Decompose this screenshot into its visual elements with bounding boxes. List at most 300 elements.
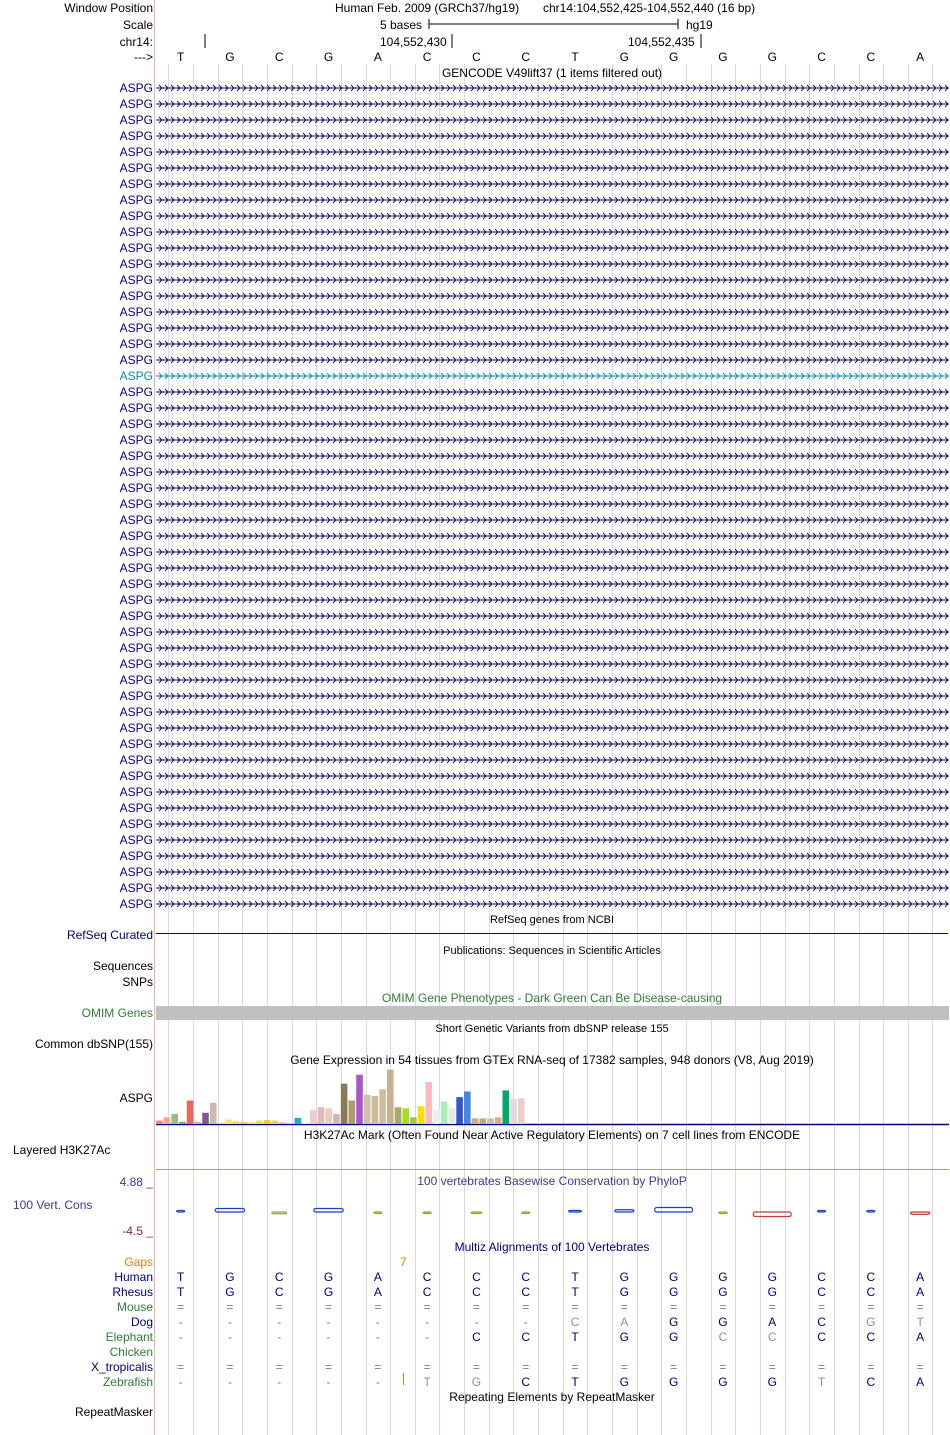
gencode-gene-label[interactable]: ASPG [119, 705, 153, 719]
gencode-transcript[interactable] [156, 323, 949, 333]
gencode-gene-label[interactable]: ASPG [119, 401, 153, 415]
reference-base: G [619, 50, 630, 64]
gencode-transcript[interactable] [156, 867, 949, 877]
multiz-species-label[interactable]: Dog [130, 1315, 153, 1329]
gencode-transcript[interactable] [156, 675, 949, 685]
gencode-transcript[interactable] [156, 659, 949, 669]
alignment-base: C [274, 1270, 284, 1284]
gtex-tissue-bar [248, 1122, 255, 1124]
gencode-transcript[interactable] [156, 579, 949, 589]
refseq-track-label[interactable]: RefSeq Curated [66, 928, 153, 942]
alignment-base: = [423, 1360, 431, 1374]
alignment-base: T [817, 1375, 826, 1389]
phylop-track-label[interactable]: 100 Vert. Cons [13, 1198, 93, 1212]
alignment-base: C [817, 1270, 826, 1284]
alignment-base: G [767, 1375, 777, 1389]
phylop-score-bar [818, 1211, 826, 1213]
gencode-transcript[interactable] [156, 627, 949, 637]
dbsnp-track-label[interactable]: Common dbSNP(155) [34, 1037, 153, 1051]
gencode-transcript[interactable] [156, 163, 949, 173]
gencode-transcript[interactable] [156, 451, 949, 461]
alignment-base: - [227, 1315, 232, 1329]
gencode-gene-label[interactable]: ASPG [119, 369, 153, 383]
alignment-base: T [571, 1375, 579, 1389]
scale-label: Scale [122, 18, 153, 32]
gencode-gene-label[interactable]: ASPG [119, 689, 153, 703]
alignment-base: - [326, 1330, 331, 1344]
gencode-transcript[interactable] [156, 435, 949, 445]
gencode-transcript[interactable] [156, 707, 949, 717]
alignment-base: G [668, 1375, 679, 1389]
phylop-score-bar [911, 1212, 930, 1214]
phylop-score-bar [615, 1210, 634, 1212]
gencode-gene-label[interactable]: ASPG [119, 513, 153, 527]
gtex-tissue-bar [272, 1121, 279, 1124]
gtex-tissue-bar [464, 1092, 471, 1124]
gencode-transcript[interactable] [156, 803, 949, 813]
gencode-transcript[interactable] [156, 851, 949, 861]
gencode-transcript[interactable] [156, 275, 949, 285]
gencode-track-title: GENCODE V49lift37 (1 items filtered out) [441, 66, 663, 80]
strand-label: ---> [134, 50, 153, 64]
alignment-base: = [670, 1360, 678, 1374]
alignment-base: = [867, 1300, 875, 1314]
assembly-text: Human Feb. 2009 (GRCh37/hg19) [335, 1, 520, 15]
publications-label-sequences[interactable]: Sequences [92, 959, 153, 973]
gencode-gene-label[interactable]: ASPG [119, 209, 153, 223]
gencode-gene-label[interactable]: ASPG [119, 449, 153, 463]
chrom-label: chr14: [119, 35, 153, 49]
gencode-gene-label[interactable]: ASPG [119, 641, 153, 655]
alignment-base: = [423, 1300, 431, 1314]
reference-base: C [274, 50, 284, 64]
phylop-score-bar [655, 1208, 693, 1213]
alignment-base: - [277, 1375, 282, 1389]
gencode-transcript[interactable] [156, 547, 949, 557]
phylop-min-label: -4.5 _ [122, 1224, 153, 1238]
gencode-transcript[interactable] [156, 131, 949, 141]
gencode-gene-label[interactable]: ASPG [119, 305, 153, 319]
gencode-transcript[interactable] [156, 819, 949, 829]
alignment-base: = [768, 1300, 776, 1314]
gencode-gene-label[interactable]: ASPG [119, 817, 153, 831]
gencode-transcript[interactable] [156, 883, 949, 893]
phylop-score-bar [522, 1212, 530, 1214]
alignment-base: C [274, 1285, 284, 1299]
gtex-track-label[interactable]: ASPG [119, 1091, 153, 1105]
alignment-base: A [768, 1315, 777, 1329]
gtex-tissue-bar [264, 1120, 271, 1124]
alignment-base: C [472, 1285, 481, 1299]
gtex-tissue-bar [333, 1114, 340, 1124]
ruler-coord-1: 104,552,430 [380, 35, 447, 49]
alignment-base: T [423, 1375, 431, 1389]
gencode-gene-label[interactable]: ASPG [119, 609, 153, 623]
alignment-base: G [718, 1315, 728, 1329]
alignment-base: G [619, 1330, 630, 1344]
gtex-tissue-bar [418, 1106, 425, 1124]
gencode-transcript[interactable] [156, 339, 949, 349]
gtex-expression-chart[interactable] [156, 1068, 949, 1126]
alignment-base: = [768, 1360, 776, 1374]
gencode-gene-label[interactable]: ASPG [119, 881, 153, 895]
alignment-base: = [177, 1360, 185, 1374]
reference-base: C [817, 50, 826, 64]
gtex-tissue-bar [225, 1120, 232, 1124]
alignment-base: C [521, 1270, 531, 1284]
gencode-gene-label[interactable]: ASPG [119, 337, 153, 351]
alignment-base: G [718, 1285, 728, 1299]
phylop-score-bar [867, 1211, 875, 1213]
multiz-species-label[interactable]: Mouse [116, 1300, 153, 1314]
alignment-base: - [277, 1330, 282, 1344]
gencode-transcript[interactable] [156, 483, 949, 493]
gencode-transcript[interactable] [156, 179, 949, 189]
gencode-gene-label[interactable]: ASPG [119, 321, 153, 335]
gencode-transcript[interactable] [156, 211, 949, 221]
alignment-base: G [323, 1285, 334, 1299]
gencode-gene-label[interactable]: ASPG [119, 433, 153, 447]
alignment-base: = [325, 1360, 333, 1374]
gencode-gene-label[interactable]: ASPG [119, 289, 153, 303]
repeatmasker-track-label[interactable]: RepeatMasker [74, 1405, 153, 1419]
gtex-tissue-bar [379, 1089, 386, 1124]
alignment-base: - [227, 1375, 232, 1389]
alignment-base: C [767, 1330, 777, 1344]
gtex-tissue-bar [156, 1121, 163, 1124]
gencode-transcript[interactable] [156, 563, 949, 573]
gencode-gene-label[interactable]: ASPG [119, 673, 153, 687]
gencode-gene-label[interactable]: ASPG [119, 417, 153, 431]
gencode-transcript[interactable] [156, 291, 949, 301]
phylop-score-bar [314, 1209, 343, 1213]
gencode-gene-label[interactable]: ASPG [119, 737, 153, 751]
gtex-tissue-bar [449, 1108, 456, 1124]
h3k27ac-track-title: H3K27Ac Mark (Often Found Near Active Regulatory Elements) on 7 cell lines from ENCODE [303, 1128, 801, 1142]
alignment-base: G [718, 1375, 728, 1389]
gtex-tissue-bar [287, 1123, 294, 1124]
gencode-transcript[interactable] [156, 835, 949, 845]
alignment-base: = [226, 1300, 234, 1314]
alignment-base: G [668, 1315, 679, 1329]
phylop-score-bar [471, 1212, 482, 1214]
gencode-gene-label[interactable]: ASPG [119, 753, 153, 767]
alignment-base: - [178, 1315, 183, 1329]
alignment-base: - [277, 1315, 282, 1329]
h3k27ac-track-label[interactable]: Layered H3K27Ac [13, 1143, 111, 1157]
gencode-transcript[interactable] [156, 355, 949, 365]
alignment-base: = [472, 1360, 480, 1374]
gencode-transcript[interactable] [156, 403, 949, 413]
gencode-gene-label[interactable]: ASPG [119, 833, 153, 847]
multiz-species-label[interactable]: Rhesus [112, 1285, 153, 1299]
gencode-transcript[interactable] [156, 723, 949, 733]
alignment-base: A [916, 1270, 925, 1284]
gencode-transcript[interactable] [156, 787, 949, 797]
gencode-transcript[interactable] [156, 771, 949, 781]
alignment-base: = [522, 1300, 530, 1314]
gencode-transcript[interactable] [156, 691, 949, 701]
alignment-base: - [474, 1315, 479, 1329]
gencode-transcript[interactable] [156, 259, 949, 269]
gencode-transcript[interactable] [156, 499, 949, 509]
gencode-transcript[interactable] [156, 755, 949, 765]
gencode-transcript[interactable] [156, 371, 949, 381]
alignment-base: - [425, 1315, 430, 1329]
gencode-transcript[interactable] [156, 419, 949, 429]
gencode-transcript[interactable] [156, 307, 949, 317]
gtex-tissue-bar [318, 1107, 325, 1124]
ruler-tick [450, 33, 454, 49]
gtex-track-title: Gene Expression in 54 tissues from GTEx RNA-seq of 17382 samples, 948 donors (V8, Aug 2019) [290, 1053, 814, 1067]
reference-base: A [916, 50, 925, 64]
phylop-track-title: 100 vertebrates Basewise Conservation by PhyloP [417, 1174, 687, 1188]
reference-base: A [373, 50, 382, 64]
gencode-transcript[interactable] [156, 387, 949, 397]
gencode-gene-label[interactable]: ASPG [119, 273, 153, 287]
alignment-base: T [571, 1270, 579, 1284]
ruler-tick [699, 33, 703, 49]
gencode-gene-label[interactable]: ASPG [119, 353, 153, 367]
gencode-transcript[interactable] [156, 531, 949, 541]
gencode-gene-label[interactable]: ASPG [119, 385, 153, 399]
alignment-base: T [571, 1285, 579, 1299]
gencode-gene-label[interactable]: ASPG [119, 897, 153, 911]
scale-db: hg19 [686, 18, 713, 32]
gencode-gene-label[interactable]: ASPG [119, 769, 153, 783]
gencode-gene-label[interactable]: ASPG [119, 801, 153, 815]
multiz-track-title: Multiz Alignments of 100 Vertebrates [454, 1240, 650, 1254]
reference-base: G [323, 50, 334, 64]
gencode-transcript[interactable] [156, 643, 949, 653]
gtex-tissue-bar [395, 1107, 402, 1124]
gencode-gene-label[interactable]: ASPG [119, 241, 153, 255]
gencode-gene-label[interactable]: ASPG [119, 481, 153, 495]
gencode-transcript[interactable] [156, 147, 949, 157]
alignment-base: = [719, 1360, 727, 1374]
gencode-transcript[interactable] [156, 899, 949, 909]
gencode-transcript[interactable] [156, 515, 949, 525]
multiz-species-label[interactable]: Chicken [109, 1345, 153, 1359]
alignment-base: G [866, 1315, 876, 1329]
gtex-tissue-bar [510, 1099, 517, 1124]
gencode-gene-label[interactable]: ASPG [119, 193, 153, 207]
scale-bar [428, 17, 680, 31]
gencode-gene-label[interactable]: ASPG [119, 161, 153, 175]
alignment-base: - [375, 1315, 380, 1329]
reference-base: G [668, 50, 679, 64]
alignment-base: = [916, 1300, 924, 1314]
alignment-base: G [323, 1270, 334, 1284]
gtex-tissue-bar [372, 1096, 379, 1124]
alignment-base: C [521, 1375, 531, 1389]
alignment-base: = [571, 1300, 579, 1314]
gencode-gene-label[interactable]: ASPG [119, 497, 153, 511]
phylop-score-bar [374, 1212, 382, 1214]
gencode-gene-label[interactable]: ASPG [119, 545, 153, 559]
gtex-tissue-bar [349, 1100, 356, 1124]
gtex-tissue-bar [218, 1123, 225, 1124]
gtex-tissue-bar [164, 1117, 171, 1124]
alignment-base: = [226, 1360, 234, 1374]
gencode-transcript[interactable] [156, 115, 949, 125]
dbsnp-track-title: Short Genetic Variants from dbSNP release 155 [435, 1023, 669, 1035]
reference-base: G [767, 50, 777, 64]
gencode-gene-label[interactable]: ASPG [119, 577, 153, 591]
reference-base: C [422, 50, 432, 64]
alignment-base: A [620, 1315, 629, 1329]
reference-base: G [718, 50, 728, 64]
gencode-transcript[interactable] [156, 739, 949, 749]
publications-track-title: Publications: Sequences in Scientific Articles [443, 945, 661, 957]
alignment-base: G [225, 1285, 235, 1299]
alignment-base: = [620, 1300, 628, 1314]
reference-base: C [472, 50, 481, 64]
gencode-gene-label[interactable]: ASPG [119, 657, 153, 671]
phylop-conservation-chart[interactable] [156, 1200, 949, 1224]
gtex-tissue-bar [487, 1118, 494, 1124]
alignment-base: - [178, 1375, 183, 1389]
omim-gene-bar[interactable] [156, 1006, 949, 1020]
gencode-gene-label[interactable]: ASPG [119, 257, 153, 271]
reference-base: C [521, 50, 531, 64]
gencode-gene-label[interactable]: ASPG [119, 97, 153, 111]
gencode-gene-label[interactable]: ASPG [119, 113, 153, 127]
alignment-base: C [472, 1270, 481, 1284]
alignment-base: = [472, 1300, 480, 1314]
gtex-tissue-bar [195, 1122, 202, 1124]
alignment-base: = [275, 1300, 283, 1314]
reference-base: C [866, 50, 876, 64]
alignment-base: C [817, 1285, 826, 1299]
gencode-transcript[interactable] [156, 227, 949, 237]
refseq-track-title: RefSeq genes from NCBI [489, 914, 615, 926]
alignment-base: = [620, 1360, 628, 1374]
gtex-tissue-bar [456, 1097, 463, 1124]
repeatmasker-track-title: Repeating Elements by RepeatMasker [449, 1390, 655, 1404]
gencode-gene-label[interactable]: ASPG [119, 785, 153, 799]
alignment-base: G [668, 1285, 679, 1299]
alignment-base: A [373, 1285, 382, 1299]
refseq-gene-line[interactable] [156, 933, 948, 934]
gtex-tissue-bar [402, 1108, 409, 1124]
multiz-species-label[interactable]: Elephant [105, 1330, 153, 1344]
gencode-transcript[interactable] [156, 83, 949, 93]
gtex-tissue-bar [387, 1070, 394, 1124]
reference-base: G [225, 50, 235, 64]
phylop-score-bar [569, 1211, 582, 1213]
scale-text: 5 bases [380, 18, 423, 32]
ruler-coord-2: 104,552,435 [628, 35, 695, 49]
gencode-gene-label[interactable]: ASPG [119, 145, 153, 159]
position-text[interactable]: chr14:104,552,425-104,552,440 (16 bp) [543, 1, 756, 15]
gencode-gene-label[interactable]: ASPG [119, 129, 153, 143]
gtex-tissue-bar [202, 1113, 209, 1124]
alignment-base: C [521, 1330, 531, 1344]
alignment-base: - [326, 1375, 331, 1389]
gencode-gene-label[interactable]: ASPG [119, 529, 153, 543]
multiz-species-label[interactable]: X_tropicalis [90, 1360, 153, 1374]
gtex-tissue-bar [179, 1122, 186, 1124]
gtex-tissue-bar [518, 1098, 525, 1124]
omim-track-title: OMIM Gene Phenotypes - Dark Green Can Be Disease-causing [381, 991, 723, 1005]
label-divider [154, 0, 155, 1435]
gencode-gene-label[interactable]: ASPG [119, 561, 153, 575]
alignment-base: A [916, 1330, 925, 1344]
alignment-base: = [571, 1360, 579, 1374]
gtex-tissue-bar [364, 1095, 371, 1124]
alignment-base: = [818, 1300, 826, 1314]
gencode-transcript[interactable] [156, 611, 949, 621]
alignment-base: C [422, 1285, 432, 1299]
alignment-base: A [373, 1270, 382, 1284]
gencode-gene-label[interactable]: ASPG [119, 849, 153, 863]
gencode-transcript[interactable] [156, 243, 949, 253]
alignment-base: - [178, 1330, 183, 1344]
gencode-gene-label[interactable]: ASPG [119, 177, 153, 191]
alignment-base: G [225, 1270, 235, 1284]
gencode-transcript[interactable] [156, 195, 949, 205]
omim-track-label[interactable]: OMIM Genes [81, 1006, 153, 1020]
alignment-base: C [570, 1315, 580, 1329]
gencode-transcript[interactable] [156, 467, 949, 477]
alignment-base: - [375, 1375, 380, 1389]
gencode-gene-label[interactable]: ASPG [119, 225, 153, 239]
alignment-base: G [619, 1270, 630, 1284]
alignment-base: A [916, 1285, 925, 1299]
gencode-gene-label[interactable]: ASPG [119, 81, 153, 95]
alignment-base: C [521, 1285, 531, 1299]
alignment-base: - [375, 1330, 380, 1344]
gencode-transcript[interactable] [156, 99, 949, 109]
gtex-tissue-bar [241, 1122, 248, 1124]
alignment-base: = [177, 1300, 185, 1314]
alignment-base: T [176, 1270, 185, 1284]
h3k27ac-signal-line [156, 1169, 949, 1170]
phylop-score-bar [272, 1212, 287, 1214]
alignment-base: = [867, 1360, 875, 1374]
alignment-base: G [767, 1285, 777, 1299]
gtex-tissue-bar [233, 1121, 240, 1124]
phylop-max-label: 4.88 _ [119, 1175, 153, 1189]
multiz-species-label[interactable]: Zebrafish [102, 1375, 153, 1389]
gtex-tissue-bar [171, 1114, 178, 1124]
phylop-score-bar [423, 1212, 431, 1214]
alignment-base: C [866, 1375, 876, 1389]
alignment-base: G [619, 1375, 630, 1389]
multiz-species-label[interactable]: Human [114, 1270, 153, 1284]
alignment-base: C [817, 1315, 826, 1329]
gencode-gene-label[interactable]: ASPG [119, 865, 153, 879]
alignment-base: = [374, 1300, 382, 1314]
publications-label-snps[interactable]: SNPs [122, 975, 153, 989]
alignment-base: G [767, 1270, 777, 1284]
gencode-gene-label[interactable]: ASPG [119, 465, 153, 479]
alignment-base: = [325, 1300, 333, 1314]
alignment-base: C [866, 1330, 876, 1344]
gencode-transcript[interactable] [156, 595, 949, 605]
gtex-tissue-bar [441, 1102, 448, 1124]
phylop-score-bar [753, 1212, 791, 1217]
reference-base: T [571, 50, 579, 64]
alignment-base: - [227, 1330, 232, 1344]
alignment-base: - [425, 1330, 430, 1344]
gencode-gene-label[interactable]: ASPG [119, 625, 153, 639]
gencode-gene-label[interactable]: ASPG [119, 721, 153, 735]
ruler-tick [203, 33, 207, 49]
gtex-tissue-bar [279, 1122, 286, 1124]
gencode-gene-label[interactable]: ASPG [119, 593, 153, 607]
